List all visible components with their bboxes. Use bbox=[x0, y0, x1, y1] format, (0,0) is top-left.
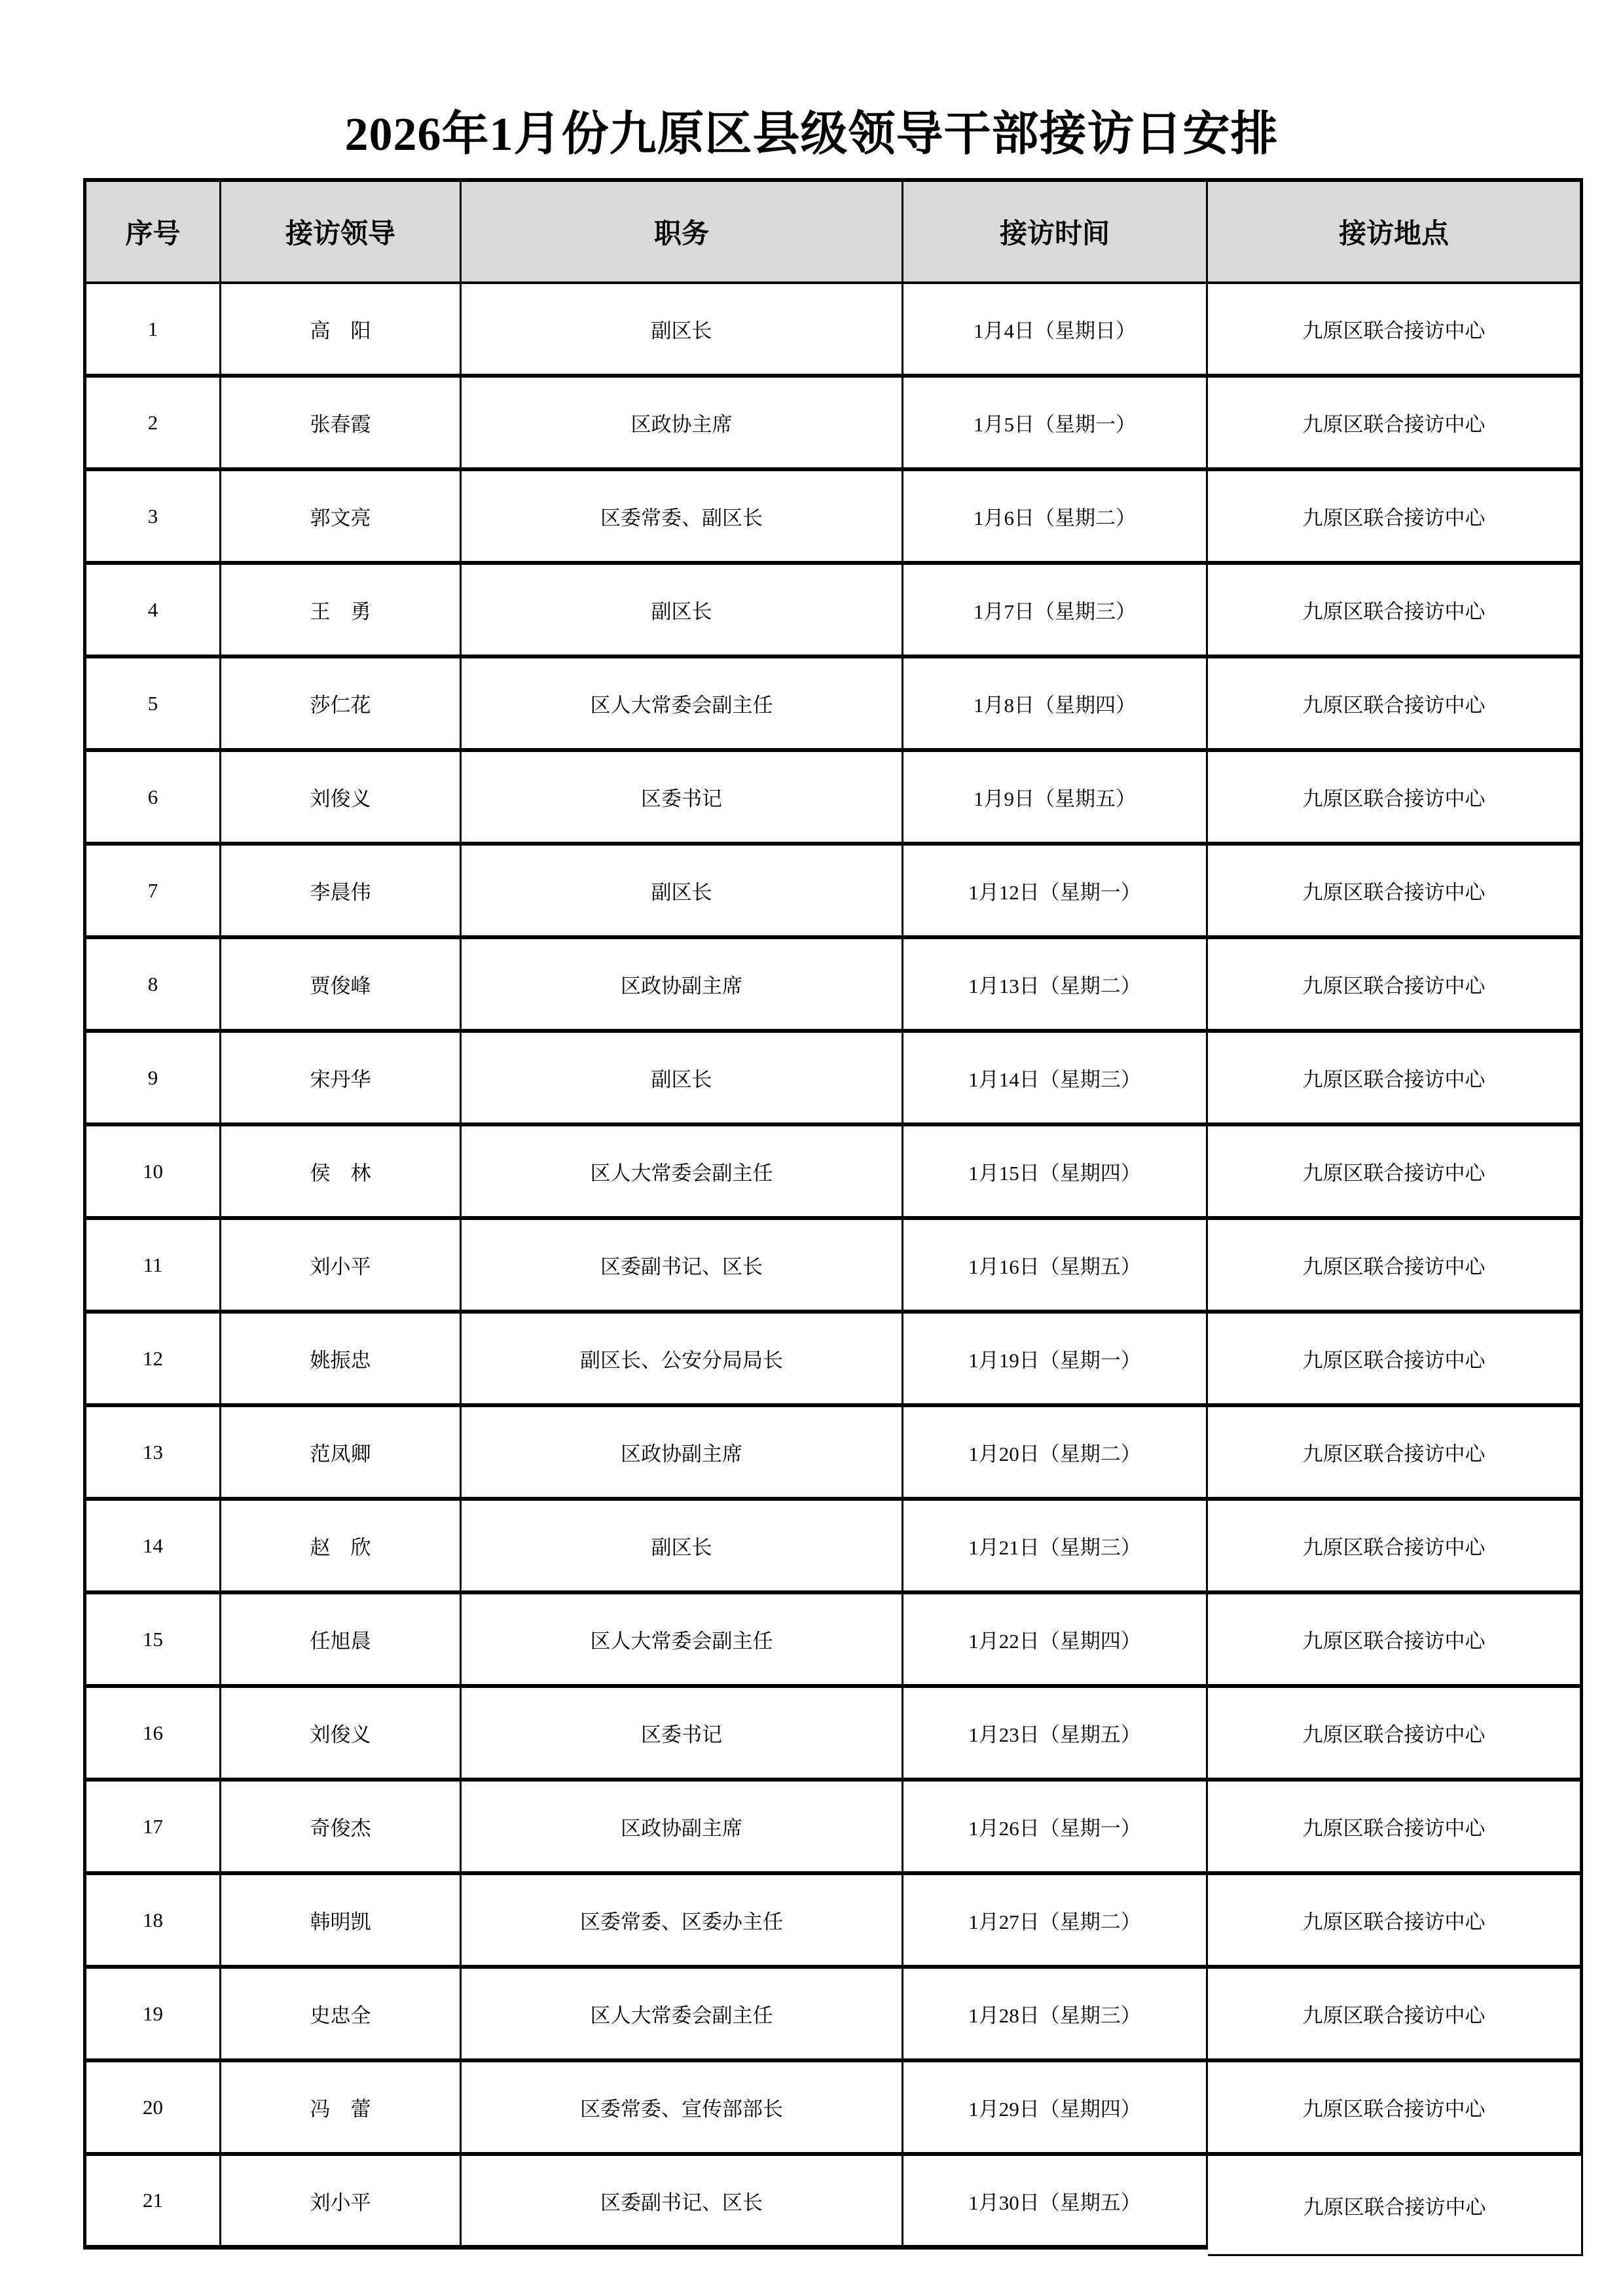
body-cell: 1月19日（星期一） bbox=[903, 1314, 1208, 1407]
body-cell: 高 阳 bbox=[221, 284, 462, 378]
body-cell: 区委常委、副区长 bbox=[462, 471, 903, 565]
body-cell: 任旭晨 bbox=[221, 1594, 462, 1688]
header-cell: 职务 bbox=[462, 182, 903, 284]
body-cell: 九原区联合接访中心 bbox=[1208, 471, 1583, 565]
body-cell: 1 bbox=[86, 284, 221, 378]
body-cell: 九原区联合接访中心 bbox=[1208, 378, 1583, 471]
body-cell: 18 bbox=[86, 1875, 221, 1969]
body-cell: 刘小平 bbox=[221, 1220, 462, 1314]
body-cell: 区政协主席 bbox=[462, 378, 903, 471]
body-cell: 副区长 bbox=[462, 1033, 903, 1126]
body-cell: 4 bbox=[86, 565, 221, 658]
body-cell: 1月23日（星期五） bbox=[903, 1688, 1208, 1782]
body-cell: 区委副书记、区长 bbox=[462, 1220, 903, 1314]
body-cell: 1月26日（星期一） bbox=[903, 1782, 1208, 1875]
body-cell: 九原区联合接访中心 bbox=[1208, 1782, 1583, 1875]
body-cell: 13 bbox=[86, 1407, 221, 1501]
body-cell: 九原区联合接访中心 bbox=[1208, 1220, 1583, 1314]
body-cell: 8 bbox=[86, 939, 221, 1033]
header-cell: 序号 bbox=[86, 182, 221, 284]
body-cell: 1月30日（星期五） bbox=[903, 2156, 1208, 2250]
body-cell: 1月29日（星期四） bbox=[903, 2062, 1208, 2156]
body-cell: 区人大常委会副主任 bbox=[462, 658, 903, 752]
body-cell: 19 bbox=[86, 1969, 221, 2062]
body-cell: 宋丹华 bbox=[221, 1033, 462, 1126]
body-cell: 副区长 bbox=[462, 284, 903, 378]
body-cell: 九原区联合接访中心 bbox=[1208, 752, 1583, 846]
body-cell: 1月28日（星期三） bbox=[903, 1969, 1208, 2062]
body-cell: 区委书记 bbox=[462, 752, 903, 846]
body-cell: 1月6日（星期二） bbox=[903, 471, 1208, 565]
body-cell: 区委常委、宣传部部长 bbox=[462, 2062, 903, 2156]
body-cell: 九原区联合接访中心 bbox=[1208, 1594, 1583, 1688]
header-cell: 接访领导 bbox=[221, 182, 462, 284]
body-cell: 冯 蕾 bbox=[221, 2062, 462, 2156]
body-cell: 15 bbox=[86, 1594, 221, 1688]
body-cell: 1月14日（星期三） bbox=[903, 1033, 1208, 1126]
body-cell: 九原区联合接访中心 bbox=[1208, 846, 1583, 939]
body-cell: 区委书记 bbox=[462, 1688, 903, 1782]
body-cell: 3 bbox=[86, 471, 221, 565]
body-cell: 6 bbox=[86, 752, 221, 846]
body-cell: 1月4日（星期日） bbox=[903, 284, 1208, 378]
body-cell: 九原区联合接访中心 bbox=[1208, 565, 1583, 658]
body-cell: 17 bbox=[86, 1782, 221, 1875]
body-cell: 王 勇 bbox=[221, 565, 462, 658]
body-cell: 1月22日（星期四） bbox=[903, 1594, 1208, 1688]
page-title: 2026年1月份九原区县级领导干部接访日安排 bbox=[344, 108, 1279, 160]
body-cell: 1月8日（星期四） bbox=[903, 658, 1208, 752]
body-cell: 21 bbox=[86, 2156, 221, 2250]
body-cell: 1月9日（星期五） bbox=[903, 752, 1208, 846]
body-cell: 九原区联合接访中心 bbox=[1208, 1875, 1583, 1969]
body-cell: 九原区联合接访中心 bbox=[1208, 1126, 1583, 1220]
body-cell: 莎仁花 bbox=[221, 658, 462, 752]
body-cell: 14 bbox=[86, 1501, 221, 1594]
body-cell: 九原区联合接访中心 bbox=[1208, 939, 1583, 1033]
body-cell: 12 bbox=[86, 1314, 221, 1407]
body-cell: 1月15日（星期四） bbox=[903, 1126, 1208, 1220]
body-cell: 奇俊杰 bbox=[221, 1782, 462, 1875]
body-cell: 九原区联合接访中心 bbox=[1208, 1314, 1583, 1407]
body-cell: 赵 欣 bbox=[221, 1501, 462, 1594]
body-cell: 九原区联合接访中心 bbox=[1208, 2062, 1583, 2156]
body-cell: 区委副书记、区长 bbox=[462, 2156, 903, 2250]
body-cell: 区政协副主席 bbox=[462, 1407, 903, 1501]
body-cell: 区人大常委会副主任 bbox=[462, 1126, 903, 1220]
reception-schedule-table bbox=[83, 178, 1583, 2250]
body-cell: 九原区联合接访中心 bbox=[1208, 1501, 1583, 1594]
body-cell: 刘小平 bbox=[221, 2156, 462, 2250]
body-cell: 九原区联合接访中心 bbox=[1208, 1033, 1583, 1126]
body-cell: 1月21日（星期三） bbox=[903, 1501, 1208, 1594]
body-cell: 侯 林 bbox=[221, 1126, 462, 1220]
body-cell: 区政协副主席 bbox=[462, 939, 903, 1033]
body-cell: 10 bbox=[86, 1126, 221, 1220]
body-cell: 九原区联合接访中心 bbox=[1208, 1407, 1583, 1501]
body-cell: 九原区联合接访中心 bbox=[1208, 1688, 1583, 1782]
body-cell: 16 bbox=[86, 1688, 221, 1782]
body-cell: 1月7日（星期三） bbox=[903, 565, 1208, 658]
body-cell: 范凤卿 bbox=[221, 1407, 462, 1501]
body-cell: 姚振忠 bbox=[221, 1314, 462, 1407]
body-cell: 区人大常委会副主任 bbox=[462, 1594, 903, 1688]
body-cell: 九原区联合接访中心 bbox=[1208, 658, 1583, 752]
header-cell: 接访时间 bbox=[903, 182, 1208, 284]
body-cell: 郭文亮 bbox=[221, 471, 462, 565]
body-cell: 李晨伟 bbox=[221, 846, 462, 939]
header-cell: 接访地点 bbox=[1208, 182, 1583, 284]
body-cell: 韩明凯 bbox=[221, 1875, 462, 1969]
body-cell: 副区长、公安分局局长 bbox=[462, 1314, 903, 1407]
body-cell: 副区长 bbox=[462, 565, 903, 658]
body-cell: 9 bbox=[86, 1033, 221, 1126]
body-cell: 7 bbox=[86, 846, 221, 939]
body-cell: 20 bbox=[86, 2062, 221, 2156]
body-cell: 1月27日（星期二） bbox=[903, 1875, 1208, 1969]
body-cell: 九原区联合接访中心 bbox=[1208, 2156, 1583, 2256]
body-cell: 九原区联合接访中心 bbox=[1208, 284, 1583, 378]
body-cell: 刘俊义 bbox=[221, 752, 462, 846]
body-cell: 11 bbox=[86, 1220, 221, 1314]
body-cell: 2 bbox=[86, 378, 221, 471]
body-cell: 副区长 bbox=[462, 846, 903, 939]
body-cell: 区委常委、区委办主任 bbox=[462, 1875, 903, 1969]
body-cell: 贾俊峰 bbox=[221, 939, 462, 1033]
body-cell: 区人大常委会副主任 bbox=[462, 1969, 903, 2062]
body-cell: 张春霞 bbox=[221, 378, 462, 471]
body-cell: 副区长 bbox=[462, 1501, 903, 1594]
body-cell: 5 bbox=[86, 658, 221, 752]
body-cell: 1月20日（星期二） bbox=[903, 1407, 1208, 1501]
body-cell: 1月5日（星期一） bbox=[903, 378, 1208, 471]
body-cell: 刘俊义 bbox=[221, 1688, 462, 1782]
body-cell: 九原区联合接访中心 bbox=[1208, 1969, 1583, 2062]
body-cell: 1月13日（星期二） bbox=[903, 939, 1208, 1033]
body-cell: 1月16日（星期五） bbox=[903, 1220, 1208, 1314]
body-cell: 1月12日（星期一） bbox=[903, 846, 1208, 939]
body-cell: 区政协副主席 bbox=[462, 1782, 903, 1875]
body-cell: 史忠全 bbox=[221, 1969, 462, 2062]
